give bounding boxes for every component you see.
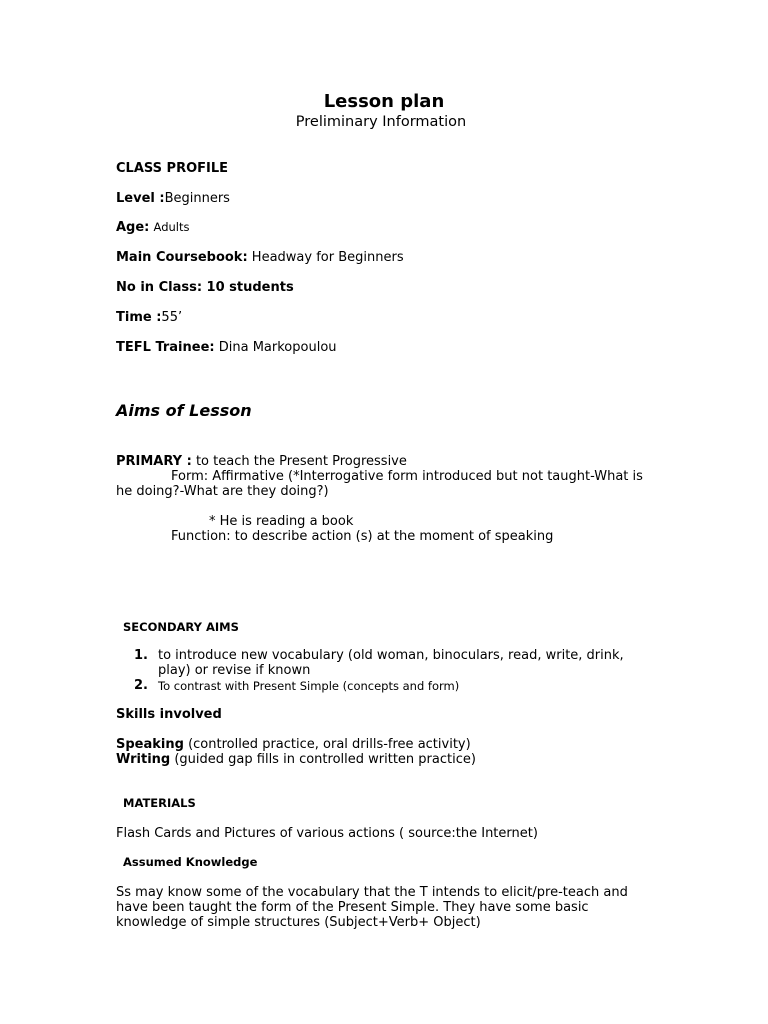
materials-text: Flash Cards and Pictures of various actions ( source:the Internet) xyxy=(116,826,538,841)
skills-heading: Skills involved xyxy=(116,707,222,722)
coursebook-label: Main Coursebook: xyxy=(116,250,248,265)
writing-line xyxy=(116,752,476,767)
assumed-knowledge-heading: Assumed Knowledge xyxy=(123,855,258,869)
time-label: Time : xyxy=(116,310,162,325)
secondary-aims-heading: SECONDARY AIMS xyxy=(123,620,239,634)
secondary-item-2-line-1: To contrast with Present Simple (concepts and form) xyxy=(158,679,460,693)
level-value: Beginners xyxy=(164,191,230,206)
primary-aim-line xyxy=(116,454,407,469)
age-label: Age: xyxy=(116,220,150,235)
form-line-2: he doing?-What are they doing?) xyxy=(116,484,329,499)
knowledge-line-2: have been taught the form of the Present Simple. They have some basic xyxy=(116,900,589,915)
trainee-line xyxy=(116,340,337,355)
writing-value: (guided gap fills in controlled written practice) xyxy=(174,752,476,767)
example-sentence: * He is reading a book xyxy=(209,514,354,529)
document-title: Lesson plan xyxy=(323,91,445,112)
knowledge-line-3: knowledge of simple structures (Subject+Verb+ Object) xyxy=(116,915,481,930)
time-line xyxy=(116,310,182,325)
speaking-value: (controlled practice, oral drills-free activity) xyxy=(188,737,471,752)
age-line xyxy=(116,220,189,235)
secondary-item-1-line-2: play) or revise if known xyxy=(158,663,311,678)
level-line xyxy=(116,191,230,206)
coursebook-value: Headway for Beginners xyxy=(251,250,404,265)
time-value: 55’ xyxy=(161,310,183,325)
secondary-item-1-line-1: to introduce new vocabulary (old woman, binoculars, read, write, drink, xyxy=(158,648,624,663)
materials-heading: MATERIALS xyxy=(123,796,196,810)
speaking-line xyxy=(116,737,471,752)
knowledge-line-1: Ss may know some of the vocabulary that the T intends to elicit/pre-teach and xyxy=(116,885,628,900)
class-profile-heading: CLASS PROFILE xyxy=(116,161,229,176)
age-value: Adults xyxy=(153,220,190,234)
speaking-label: Speaking xyxy=(116,737,184,752)
secondary-item-number: 2. xyxy=(134,678,148,693)
form-line-1: Form: Affirmative (*Interrogative form introduced but not taught-What is xyxy=(171,469,643,484)
function-line: Function: to describe action (s) at the moment of speaking xyxy=(171,529,554,544)
class-size-line: No in Class: 10 students xyxy=(116,280,294,295)
trainee-value: Dina Markopoulou xyxy=(218,340,337,355)
writing-label: Writing xyxy=(116,752,171,767)
primary-label: PRIMARY : xyxy=(116,454,192,469)
coursebook-line xyxy=(116,250,404,265)
primary-value: to teach the Present Progressive xyxy=(195,454,407,469)
level-label: Level : xyxy=(116,191,165,206)
trainee-label: TEFL Trainee: xyxy=(116,340,215,355)
secondary-item-number: 1. xyxy=(134,648,148,663)
document-subtitle: Preliminary Information xyxy=(295,114,467,130)
aims-heading: Aims of Lesson xyxy=(116,401,252,420)
